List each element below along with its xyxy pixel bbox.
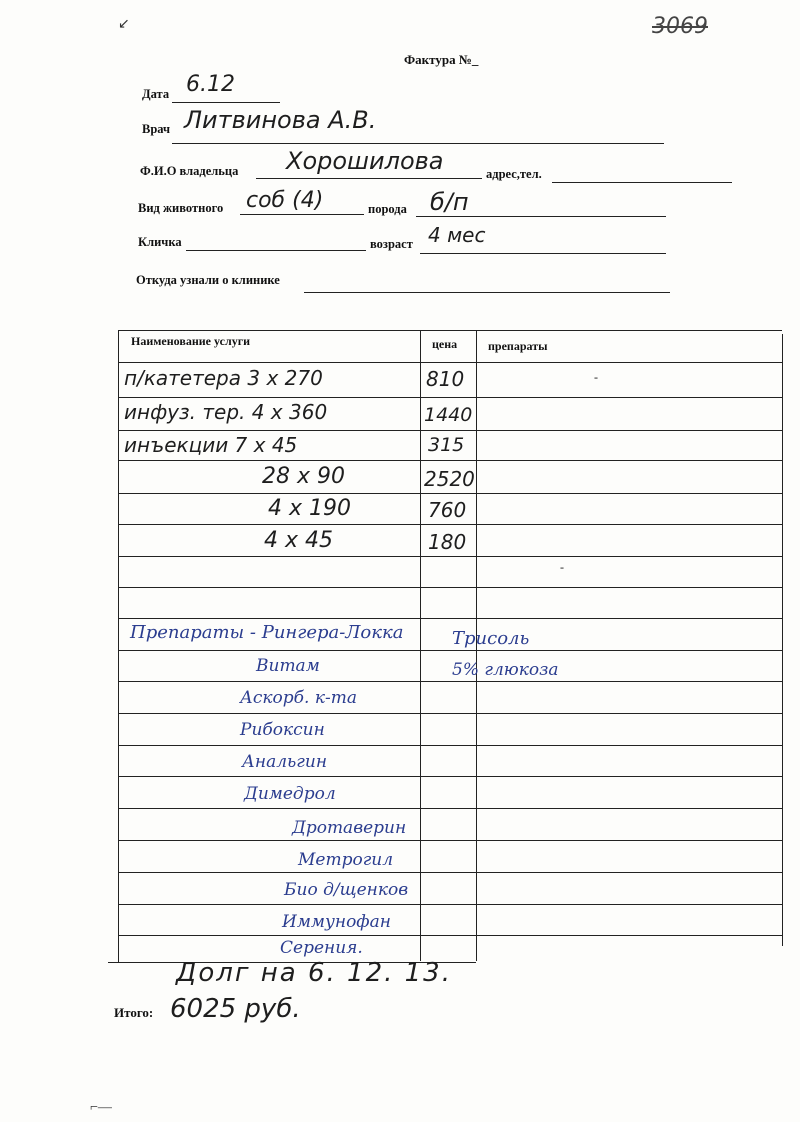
service-cell: инъекции 7 x 45 bbox=[124, 433, 298, 457]
table-row-line bbox=[118, 460, 782, 461]
preparation-item: Димедрол bbox=[244, 784, 336, 804]
preparation-item: Витам bbox=[256, 656, 320, 676]
price-cell: 2520 bbox=[424, 467, 475, 491]
price-cell: 1440 bbox=[424, 404, 473, 426]
tick-mark: - bbox=[594, 370, 598, 384]
service-cell: 4 x 45 bbox=[264, 528, 333, 553]
table-row-line bbox=[118, 840, 782, 841]
table-left-border bbox=[118, 330, 119, 962]
owner-label: Ф.И.О владельца bbox=[140, 164, 239, 178]
preparation-side-item: 5% глюкоза bbox=[452, 660, 559, 680]
table-row-line bbox=[118, 872, 782, 873]
corner-mark: ↙ bbox=[118, 17, 130, 32]
preparation-side-item: Трисоль bbox=[452, 628, 530, 649]
animal-label: Вид животного bbox=[138, 201, 224, 215]
table-row-line bbox=[118, 904, 782, 905]
age-label: возраст bbox=[370, 237, 413, 251]
table-row-line bbox=[118, 713, 782, 714]
preparation-item: Рибоксин bbox=[240, 720, 325, 740]
table-right-border bbox=[782, 334, 783, 946]
preparation-item: Био д/щенков bbox=[284, 880, 409, 900]
preparation-item: Серения. bbox=[280, 938, 363, 958]
preparation-item: Дротаверин bbox=[292, 818, 407, 838]
tick-mark: - bbox=[560, 560, 564, 574]
total-label: Итого: bbox=[114, 1005, 154, 1020]
source-label: Откуда узнали о клинике bbox=[136, 273, 280, 287]
price-cell: 810 bbox=[426, 367, 465, 391]
preparations-label: Препараты - Рингера-Локка bbox=[130, 622, 404, 643]
table-row-line bbox=[118, 587, 782, 588]
address-underline bbox=[552, 182, 732, 183]
breed-underline bbox=[416, 216, 666, 217]
table-top-border bbox=[118, 330, 782, 331]
owner-value: Хорошилова bbox=[286, 147, 444, 175]
table-row-line bbox=[118, 618, 782, 619]
corner-mark-bottom: ⌐— bbox=[90, 1100, 112, 1115]
table-row-line bbox=[118, 935, 782, 936]
doctor-value: Литвинова А.В. bbox=[184, 106, 377, 134]
date-label: Дата bbox=[142, 87, 170, 101]
price-cell: 315 bbox=[428, 434, 465, 456]
table-col-divider-1 bbox=[420, 331, 421, 961]
pet-name-label: Кличка bbox=[138, 235, 182, 249]
animal-underline bbox=[240, 214, 364, 215]
price-cell: 760 bbox=[428, 498, 467, 522]
date-underline bbox=[172, 102, 280, 103]
header-price: цена bbox=[432, 337, 458, 351]
service-cell: инфуз. тер. 4 x 360 bbox=[124, 400, 328, 424]
date-value: 6.12 bbox=[186, 72, 235, 97]
table-row-line bbox=[118, 776, 782, 777]
table-row-line bbox=[118, 524, 782, 525]
invoice-title: Фактура №_ bbox=[404, 52, 479, 67]
table-row-line bbox=[118, 808, 782, 809]
breed-value: б/п bbox=[430, 188, 469, 216]
preparation-item: Аскорб. к-та bbox=[240, 688, 357, 708]
service-cell: 28 x 90 bbox=[262, 464, 345, 489]
doctor-underline bbox=[172, 143, 664, 144]
service-cell: 4 x 190 bbox=[268, 496, 351, 521]
address-label: адрес,тел. bbox=[486, 167, 542, 181]
age-underline bbox=[420, 253, 666, 254]
doctor-label: Врач bbox=[142, 122, 171, 136]
age-value: 4 мес bbox=[428, 223, 486, 247]
table-header-bottom bbox=[118, 362, 782, 363]
header-service: Наименование услуги bbox=[131, 334, 251, 348]
corner-scribble: 3069 bbox=[652, 14, 708, 39]
total-value: 6025 руб. bbox=[170, 994, 301, 1024]
preparation-item: Иммунофан bbox=[282, 912, 391, 932]
table-row-line bbox=[118, 397, 782, 398]
table-row-line bbox=[118, 430, 782, 431]
pet-name-underline bbox=[186, 250, 366, 251]
preparation-item: Метрогил bbox=[298, 850, 394, 870]
owner-underline bbox=[256, 178, 482, 179]
table-row-line bbox=[118, 493, 782, 494]
source-underline bbox=[304, 292, 670, 293]
breed-label: порода bbox=[368, 202, 407, 216]
service-cell: п/катетера 3 x 270 bbox=[124, 366, 323, 390]
table-row-line bbox=[118, 556, 782, 557]
table-row-line bbox=[118, 681, 782, 682]
preparation-item: Анальгин bbox=[242, 752, 328, 772]
table-row-line bbox=[118, 650, 782, 651]
header-preparations: препараты bbox=[488, 339, 548, 353]
animal-value: соб (4) bbox=[246, 188, 324, 213]
price-cell: 180 bbox=[428, 530, 467, 554]
debt-note: Долг на 6. 12. 13. bbox=[176, 958, 452, 988]
table-row-line bbox=[118, 745, 782, 746]
